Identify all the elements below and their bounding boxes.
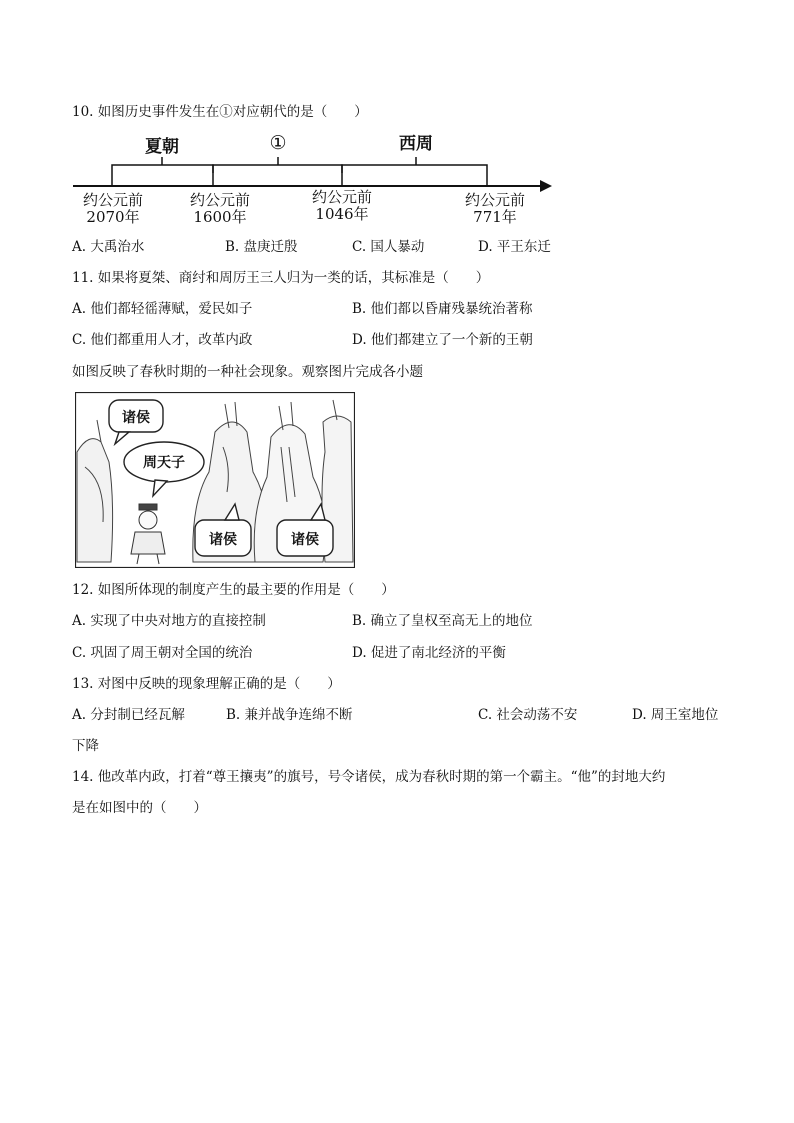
q10-option-d: D. 平王东迁 [478,239,551,255]
q12-option-b: B. 确立了皇权至高无上的地位 [352,613,533,629]
bubble-text-zhuhou-top: 诸侯 [122,410,150,426]
q13-option-a: A. 分封制已经瓦解 [72,707,185,723]
date-label-3-line1: 约公元前 [311,188,373,206]
q11-stem: 11. 如果将夏桀、商纣和周厉王三人归为一类的话，其标准是（ ） [72,270,490,286]
q14-stem-line1: 14. 他改革内政，打着“尊王攘夷”的旗号，号令诸侯，成为春秋时期的第一个霸主。“他”的封地大约 [72,769,666,785]
q12-option-d: D. 促进了南北经济的平衡 [352,645,506,661]
bubble-text-zhoutianzi: 周天子 [143,455,185,471]
bubble-text-zhuhou-middle: 诸侯 [209,532,237,548]
q10-option-a: A. 大禹治水 [72,239,145,255]
q13-option-d: D. 周王室地位 [632,707,719,723]
q13-option-d-wrap: 下降 [72,738,99,754]
q11-option-a: A. 他们都轻徭薄赋，爱民如子 [72,301,253,317]
q11-option-d: D. 他们都建立了一个新的王朝 [352,332,533,348]
period-label-1: ① [269,132,287,154]
period-label-xia: 夏朝 [145,137,179,157]
q10-stem: 10. 如图历史事件发生在①对应朝代的是（ ） [72,104,368,120]
date-label-4-line2: 771年 [473,208,517,226]
bubble-text-zhuhou-right: 诸侯 [291,532,319,548]
date-label-4-line1: 约公元前 [464,191,526,209]
date-label-2-line1: 约公元前 [189,191,251,209]
q12-option-a: A. 实现了中央对地方的直接控制 [72,613,266,629]
period-label-xizhou: 西周 [399,134,433,154]
q12-option-c: C. 巩固了周王朝对全国的统治 [72,645,253,661]
q13-option-c: C. 社会动荡不安 [478,707,578,723]
section-intro: 如图反映了春秋时期的一种社会现象。观察图片完成各小题 [72,364,423,380]
date-label-1-line2: 2070年 [86,208,140,226]
cartoon-figure [75,392,355,568]
q11-option-b: B. 他们都以昏庸残暴统治著称 [352,301,533,317]
date-label-2-line2: 1600年 [193,208,247,226]
q13-stem: 13. 对图中反映的现象理解正确的是（ ） [72,676,341,692]
period-bracket-1 [213,165,342,173]
q10-option-b: B. 盘庚迁殷 [225,239,298,255]
period-bracket-xizhou [342,165,487,173]
q11-option-c: C. 他们都重用人才，改革内政 [72,332,253,348]
date-label-1-line1: 约公元前 [82,191,144,209]
period-bracket-xia [112,165,213,173]
q12-stem: 12. 如图所体现的制度产生的最主要的作用是（ ） [72,582,395,598]
q14-stem-line2: 是在如图中的（ ） [72,800,207,816]
timeline-arrow-icon [540,180,552,192]
q13-option-b: B. 兼并战争连绵不断 [226,707,353,723]
date-label-3-line2: 1046年 [315,205,369,223]
q10-option-c: C. 国人暴动 [352,239,425,255]
